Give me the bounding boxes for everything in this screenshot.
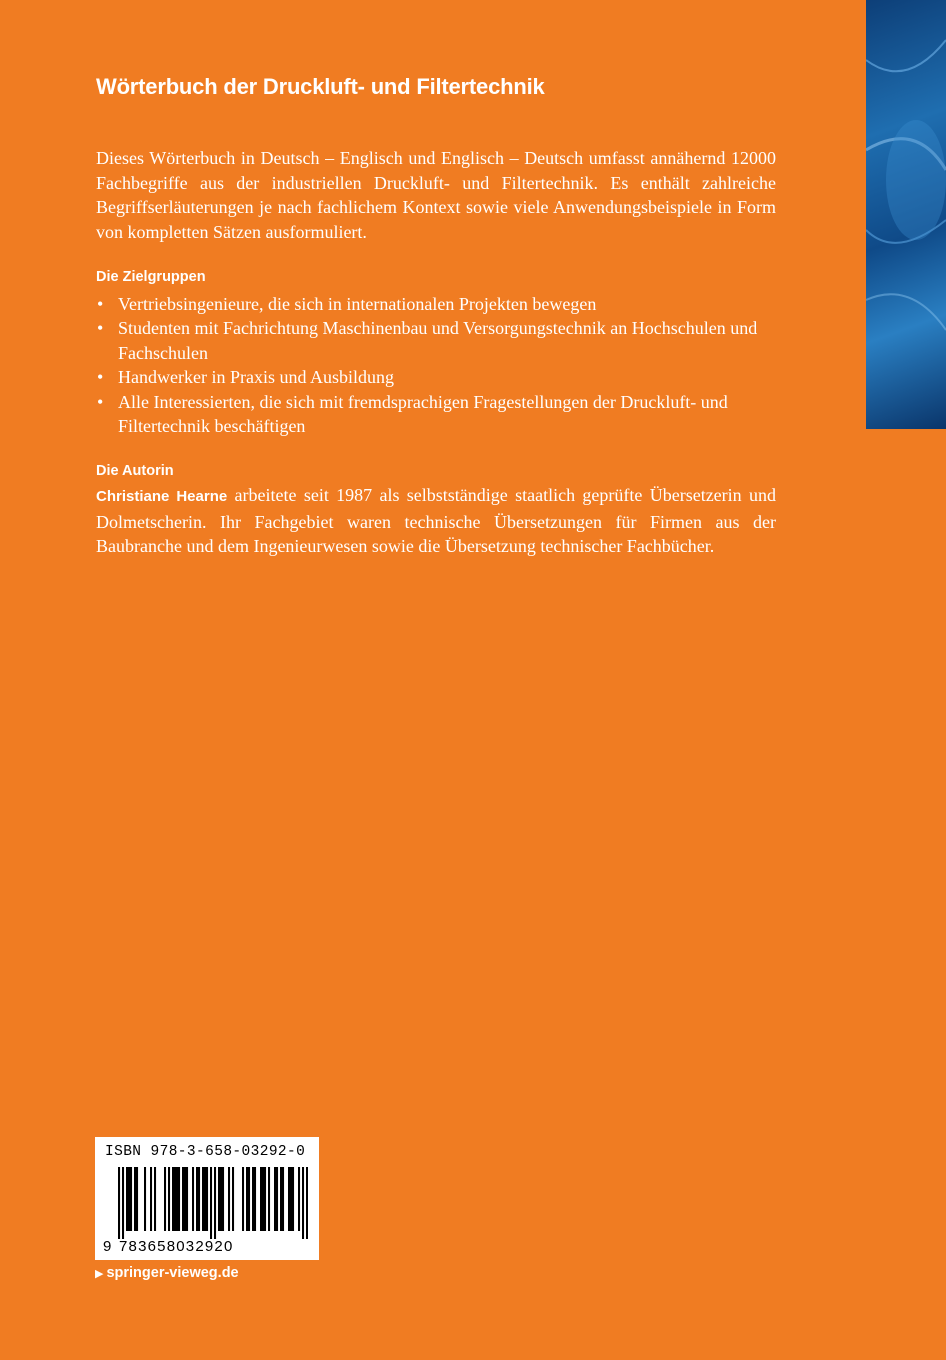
barcode-bar xyxy=(302,1167,304,1239)
barcode-bar xyxy=(306,1167,308,1239)
barcode-bar xyxy=(150,1167,152,1231)
barcode-bar xyxy=(192,1167,194,1231)
barcode-bars xyxy=(118,1167,308,1239)
book-title: Wörterbuch der Druckluft- und Filtertechnik xyxy=(96,74,545,99)
barcode-bar xyxy=(214,1167,216,1239)
barcode-bar xyxy=(172,1167,174,1231)
barcode-bar xyxy=(182,1167,184,1231)
target-groups-heading: Die Zielgruppen xyxy=(96,269,206,285)
barcode-bar xyxy=(126,1167,128,1231)
arrow-right-icon: ▶ xyxy=(95,1268,104,1280)
barcode-bar xyxy=(196,1167,198,1231)
publisher-url: springer-vieweg.de xyxy=(106,1265,239,1281)
barcode-bar xyxy=(288,1167,290,1231)
barcode-bar xyxy=(202,1167,204,1231)
ean-digits: 783658032920 xyxy=(119,1238,234,1255)
barcode-bar xyxy=(246,1167,248,1231)
bullet-icon: • xyxy=(97,318,104,338)
list-item: • Vertriebsingenieure, die sich in internationalen Projekten bewegen xyxy=(96,292,776,317)
barcode-bar xyxy=(154,1167,156,1231)
barcode-bar xyxy=(176,1167,178,1231)
barcode-bar xyxy=(232,1167,234,1231)
barcode-bar xyxy=(254,1167,256,1231)
barcode-bar xyxy=(144,1167,146,1231)
barcode-bar xyxy=(130,1167,132,1231)
list-item: • Alle Interessierten, die sich mit fremdsprachigen Fragestellungen der Druckluft- und Filtertechnik beschäftigen xyxy=(97,391,728,436)
barcode-bar xyxy=(252,1167,254,1231)
bullet-icon: • xyxy=(97,293,104,314)
barcode-bar xyxy=(280,1167,282,1231)
barcode-bar xyxy=(210,1167,212,1239)
barcode-bar xyxy=(134,1167,136,1231)
barcode-bar xyxy=(292,1167,294,1231)
barcode-bar xyxy=(184,1167,186,1231)
publisher-link[interactable] xyxy=(95,1265,239,1281)
barcode-bar xyxy=(122,1167,124,1239)
barcode-bar xyxy=(174,1167,176,1231)
bullet-icon: • xyxy=(97,391,104,412)
barcode-bar xyxy=(168,1167,170,1231)
author-name: Christiane Hearne xyxy=(96,488,228,505)
barcode-bar xyxy=(276,1167,278,1231)
barcode-bar xyxy=(262,1167,264,1231)
barcode-bar xyxy=(204,1167,206,1231)
barcode-bar xyxy=(298,1167,300,1231)
intro-paragraph: Dieses Wörterbuch in Deutsch – Englisch und Englisch – Deutsch umfasst annähernd 12000 Fachbegriffe aus der industriellen Druckluft- und Filtertechnik. Es enthält zahlreiche Begriffserläuterungen je nach fachlichem Kontext sowie viele Anwendungsbeispiele in Form von kompletten Sätzen ausformuliert. xyxy=(96,148,776,242)
ean-first-digit: 9 xyxy=(103,1238,112,1255)
list-item: • Handwerker in Praxis und Ausbildung xyxy=(96,365,776,390)
barcode-bar xyxy=(290,1167,292,1231)
barcode-bar xyxy=(220,1167,222,1231)
author-bio xyxy=(96,483,776,559)
barcode-bar xyxy=(268,1167,270,1231)
barcode-bar xyxy=(248,1167,250,1231)
isbn-label: ISBN 978-3-658-03292-0 xyxy=(105,1144,306,1160)
barcode-bar xyxy=(228,1167,230,1231)
barcode-bar xyxy=(118,1167,120,1239)
barcode-bar xyxy=(198,1167,200,1231)
target-groups-list xyxy=(96,292,776,439)
barcode-bar xyxy=(164,1167,166,1231)
back-cover-text xyxy=(96,146,776,559)
barcode-bar xyxy=(218,1167,220,1231)
barcode-bar xyxy=(186,1167,188,1231)
isbn-barcode xyxy=(95,1137,319,1260)
barcode-bar xyxy=(178,1167,180,1231)
bullet-icon: • xyxy=(97,367,104,387)
barcode-bar xyxy=(274,1167,276,1231)
author-bio-text: arbeitete seit 1987 als selbstständige staatlich geprüfte Übersetzerin und Dolmetscherin. Ihr Fachgebiet waren technische Übersetzungen für Firmen aus der Baubranche und dem Ingenieurwesen sowie die Übersetzung technischer Fachbücher. xyxy=(96,485,776,556)
barcode-bar xyxy=(128,1167,130,1231)
barcode-bar xyxy=(282,1167,284,1231)
barcode-bar xyxy=(242,1167,244,1231)
barcode-bar xyxy=(222,1167,224,1231)
list-item: • Studenten mit Fachrichtung Maschinenbau und Versorgungstechnik an Hochschulen und Fachschulen xyxy=(97,318,758,363)
barcode-bar xyxy=(136,1167,138,1231)
barcode-bar xyxy=(264,1167,266,1231)
cover-corner-image xyxy=(866,0,946,429)
barcode-bar xyxy=(206,1167,208,1231)
author-heading: Die Autorin xyxy=(96,462,174,479)
barcode-bar xyxy=(260,1167,262,1231)
